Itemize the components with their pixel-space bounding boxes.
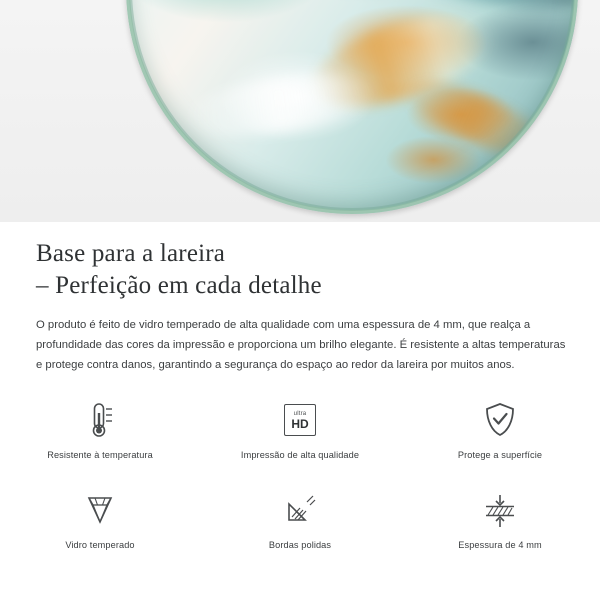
feature-polished-edges xyxy=(200,488,400,550)
feature-label: Protege a superfície xyxy=(457,450,543,460)
thermometer-icon xyxy=(83,398,117,442)
page-title-line-1: Base para a lareira xyxy=(36,240,226,267)
page-title xyxy=(0,222,600,302)
diamond-icon xyxy=(82,488,118,532)
feature-protects-surface xyxy=(400,398,600,460)
feature-high-quality-print xyxy=(200,398,400,460)
feature-temperature-resistant xyxy=(0,398,200,460)
text-content xyxy=(0,222,600,375)
product-description: O produto é feito de vidro temperado de alta qualidade com uma espessura de 4 mm, que realça a profundidade das cores da impressão e proporciona um brilho elegante. É resistente a altas temperaturas e protege contra danos, garantindo a segurança do espaço ao redor da lareira por muitos anos. xyxy=(36,319,566,371)
glass-plate-image xyxy=(126,0,578,214)
ultra-hd-badge-top: ultra xyxy=(293,410,307,417)
ultra-hd-badge-bottom: HD xyxy=(291,416,309,431)
feature-label: Resistente à temperatura xyxy=(47,450,153,460)
page-title-line-2: – Perfeição em cada detalhe xyxy=(36,272,322,299)
feature-label: Impressão de alta qualidade xyxy=(240,450,360,460)
feature-tempered-glass xyxy=(0,488,200,550)
feature-grid xyxy=(0,398,600,550)
feature-label: Espessura de 4 mm xyxy=(458,540,542,550)
shield-check-icon xyxy=(483,398,517,442)
feature-label: Vidro temperado xyxy=(65,540,135,550)
thickness-arrows-icon xyxy=(480,488,520,532)
feature-label: Bordas polidas xyxy=(268,540,332,550)
hero-product-image xyxy=(0,0,600,222)
feature-thickness xyxy=(400,488,600,550)
ultra-hd-icon xyxy=(284,398,316,442)
polished-edges-icon xyxy=(282,488,318,532)
